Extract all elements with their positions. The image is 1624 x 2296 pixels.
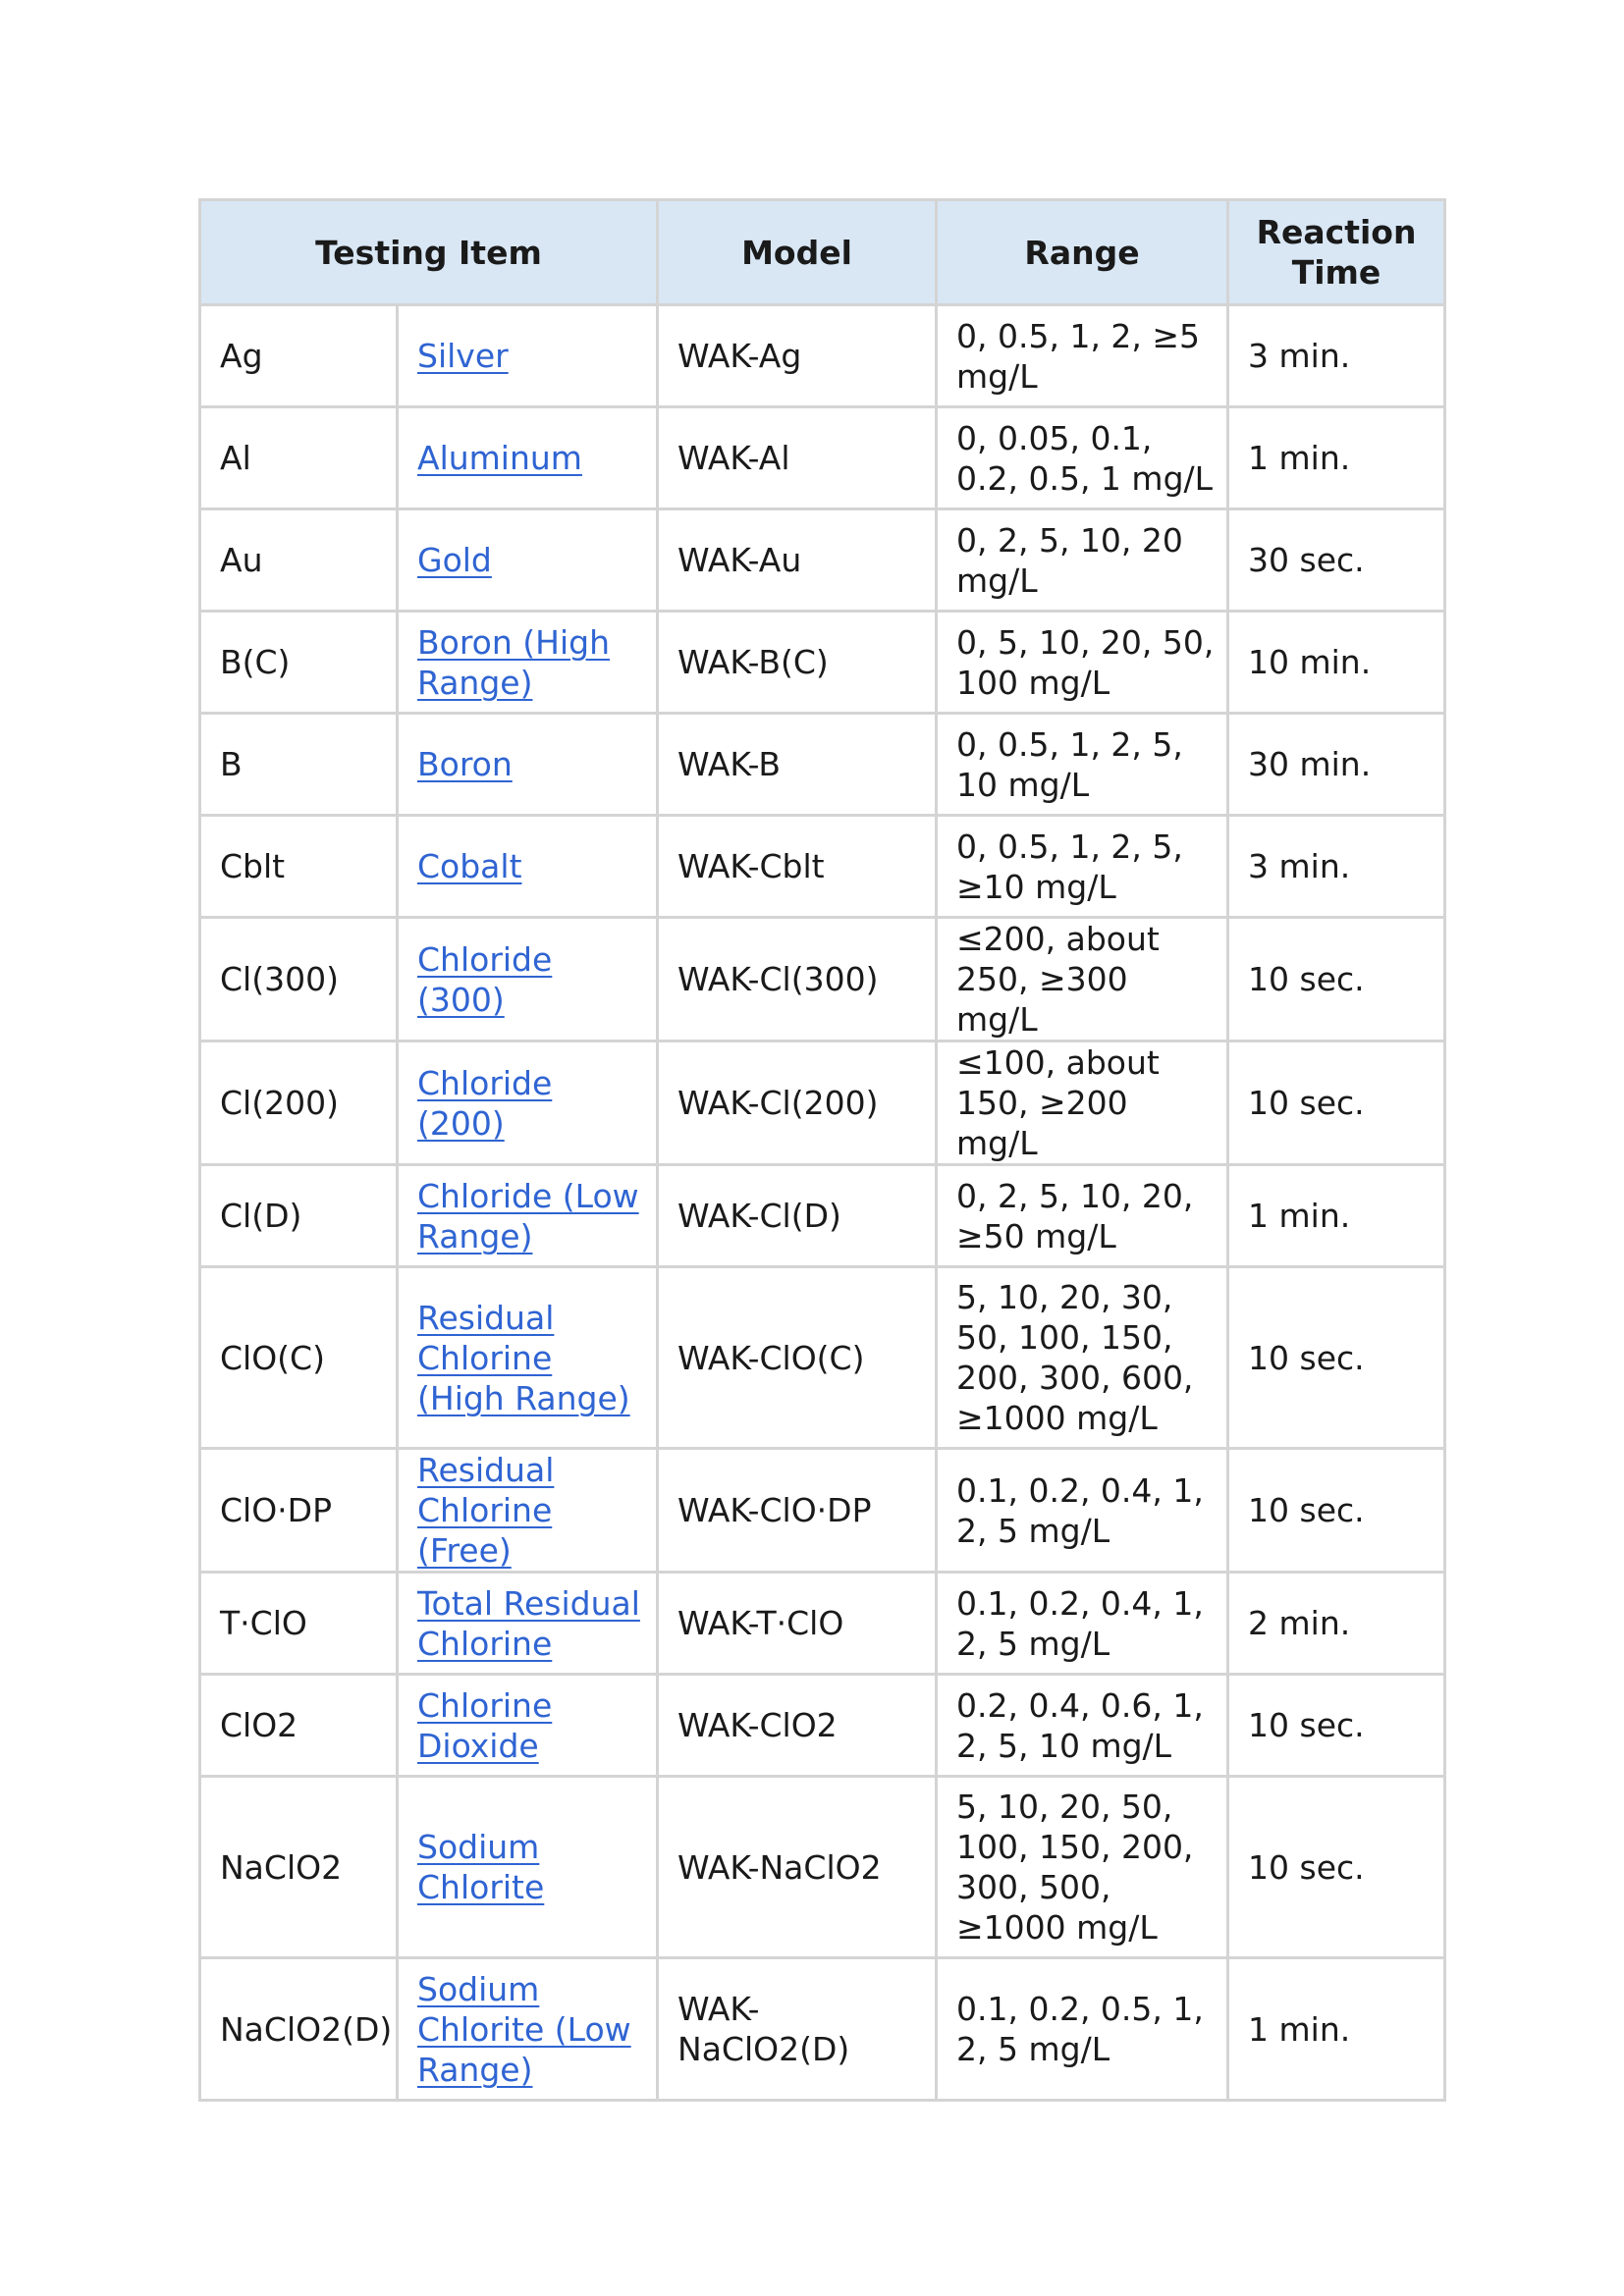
- table-row: [200, 1958, 1445, 2101]
- range-cell: 0, 2, 5, 10, 20, ≥50 mg/L: [937, 1165, 1228, 1267]
- item-name-cell: [398, 612, 658, 714]
- table-row: [200, 714, 1445, 816]
- item-name-cell: [398, 918, 658, 1041]
- table-row: [200, 1041, 1445, 1165]
- model-cell: WAK-NaClO2: [658, 1777, 937, 1958]
- header-range: Range: [937, 200, 1228, 305]
- item-code: B(C): [200, 612, 398, 714]
- model-cell: WAK-T·ClO: [658, 1573, 937, 1675]
- item-name-cell: [398, 1267, 658, 1449]
- item-name-cell: [398, 1449, 658, 1573]
- item-code: NaClO2(D): [200, 1958, 398, 2101]
- item-name-cell: [398, 816, 658, 918]
- item-name-link[interactable]: Residual Chlorine (High Range): [417, 1298, 630, 1417]
- item-name-link[interactable]: Chloride (Low Range): [417, 1176, 639, 1255]
- model-cell: WAK-ClO(C): [658, 1267, 937, 1449]
- range-cell: 0, 0.05, 0.1, 0.2, 0.5, 1 mg/L: [937, 407, 1228, 509]
- reaction-time-cell: 10 sec.: [1228, 918, 1445, 1041]
- model-cell: WAK-NaClO2(D): [658, 1958, 937, 2101]
- reaction-time-cell: 1 min.: [1228, 407, 1445, 509]
- model-cell: WAK-B(C): [658, 612, 937, 714]
- item-code: Cl(D): [200, 1165, 398, 1267]
- item-name-cell: [398, 1573, 658, 1675]
- range-cell: 0.2, 0.4, 0.6, 1, 2, 5, 10 mg/L: [937, 1675, 1228, 1777]
- item-name-link[interactable]: Chlorine Dioxide: [417, 1685, 553, 1765]
- header-model: Model: [658, 200, 937, 305]
- reaction-time-cell: 30 min.: [1228, 714, 1445, 816]
- item-name-cell: [398, 305, 658, 407]
- item-name-link[interactable]: Sodium Chlorite (Low Range): [417, 1969, 631, 2089]
- model-cell: WAK-ClO2: [658, 1675, 937, 1777]
- range-cell: 5, 10, 20, 50, 100, 150, 200, 300, 500, ≥1000 mg/L: [937, 1777, 1228, 1958]
- model-cell: WAK-Cl(200): [658, 1041, 937, 1165]
- range-cell: 0.1, 0.2, 0.4, 1, 2, 5 mg/L: [937, 1449, 1228, 1573]
- item-code: T·ClO: [200, 1573, 398, 1675]
- model-cell: WAK-ClO·DP: [658, 1449, 937, 1573]
- model-cell: WAK-Au: [658, 509, 937, 612]
- item-name-cell: [398, 1958, 658, 2101]
- reaction-time-cell: 2 min.: [1228, 1573, 1445, 1675]
- item-code: Cl(200): [200, 1041, 398, 1165]
- table-row: [200, 1675, 1445, 1777]
- range-cell: 0, 5, 10, 20, 50, 100 mg/L: [937, 612, 1228, 714]
- table-row: [200, 612, 1445, 714]
- testing-items-table: [198, 198, 1446, 2102]
- reaction-time-cell: 1 min.: [1228, 1165, 1445, 1267]
- table-row: [200, 1165, 1445, 1267]
- header-testing-item: Testing Item: [200, 200, 658, 305]
- reaction-time-cell: 10 sec.: [1228, 1449, 1445, 1573]
- range-cell: ≤100, about 150, ≥200 mg/L: [937, 1041, 1228, 1165]
- range-cell: 0, 0.5, 1, 2, 5, ≥10 mg/L: [937, 816, 1228, 918]
- item-name-cell: [398, 407, 658, 509]
- item-name-link[interactable]: Residual Chlorine (Free): [417, 1451, 555, 1570]
- model-cell: WAK-Ag: [658, 305, 937, 407]
- table-row: [200, 305, 1445, 407]
- item-code: B: [200, 714, 398, 816]
- table-row: [200, 1267, 1445, 1449]
- item-name-link[interactable]: Total Residual Chlorine: [417, 1583, 640, 1663]
- header-reaction-time: Reaction Time: [1228, 200, 1445, 305]
- item-code: Al: [200, 407, 398, 509]
- table-row: [200, 1449, 1445, 1573]
- item-name-cell: [398, 1675, 658, 1777]
- range-cell: 0.1, 0.2, 0.5, 1, 2, 5 mg/L: [937, 1958, 1228, 2101]
- item-name-link[interactable]: Boron: [417, 745, 513, 783]
- reaction-time-cell: 10 sec.: [1228, 1675, 1445, 1777]
- item-name-cell: [398, 509, 658, 612]
- item-code: ClO·DP: [200, 1449, 398, 1573]
- reaction-time-cell: 10 sec.: [1228, 1041, 1445, 1165]
- reaction-time-cell: 10 min.: [1228, 612, 1445, 714]
- range-cell: ≤200, about 250, ≥300 mg/L: [937, 918, 1228, 1041]
- reaction-time-cell: 30 sec.: [1228, 509, 1445, 612]
- table-row: [200, 918, 1445, 1041]
- item-code: ClO2: [200, 1675, 398, 1777]
- range-cell: 0, 2, 5, 10, 20 mg/L: [937, 509, 1228, 612]
- model-cell: WAK-Cblt: [658, 816, 937, 918]
- table-row: [200, 509, 1445, 612]
- item-code: ClO(C): [200, 1267, 398, 1449]
- range-cell: 0, 0.5, 1, 2, ≥5 mg/L: [937, 305, 1228, 407]
- reaction-time-cell: 1 min.: [1228, 1958, 1445, 2101]
- item-code: Au: [200, 509, 398, 612]
- item-name-cell: [398, 1041, 658, 1165]
- model-cell: WAK-Cl(300): [658, 918, 937, 1041]
- item-code: Cl(300): [200, 918, 398, 1041]
- item-code: NaClO2: [200, 1777, 398, 1958]
- table-row: [200, 407, 1445, 509]
- reaction-time-cell: 3 min.: [1228, 305, 1445, 407]
- item-name-link[interactable]: Cobalt: [417, 847, 522, 885]
- item-name-cell: [398, 1165, 658, 1267]
- model-cell: WAK-B: [658, 714, 937, 816]
- item-code: Ag: [200, 305, 398, 407]
- item-name-link[interactable]: Aluminum: [417, 439, 582, 477]
- item-name-link[interactable]: Boron (High Range): [417, 622, 610, 702]
- item-name-link[interactable]: Silver: [417, 337, 509, 375]
- range-cell: 5, 10, 20, 30, 50, 100, 150, 200, 300, 600, ≥1000 mg/L: [937, 1267, 1228, 1449]
- table-row: [200, 1777, 1445, 1958]
- item-name-link[interactable]: Chloride (200): [417, 1063, 553, 1143]
- item-name-cell: [398, 1777, 658, 1958]
- item-name-link[interactable]: Sodium Chlorite: [417, 1828, 545, 1906]
- table-row: [200, 816, 1445, 918]
- range-cell: 0.1, 0.2, 0.4, 1, 2, 5 mg/L: [937, 1573, 1228, 1675]
- range-cell: 0, 0.5, 1, 2, 5, 10 mg/L: [937, 714, 1228, 816]
- item-name-link[interactable]: Chloride (300): [417, 939, 553, 1019]
- table-header-row: [200, 200, 1445, 305]
- reaction-time-cell: 10 sec.: [1228, 1777, 1445, 1958]
- item-name-cell: [398, 714, 658, 816]
- reaction-time-cell: 10 sec.: [1228, 1267, 1445, 1449]
- model-cell: WAK-Al: [658, 407, 937, 509]
- model-cell: WAK-Cl(D): [658, 1165, 937, 1267]
- item-name-link[interactable]: Gold: [417, 541, 492, 579]
- item-code: Cblt: [200, 816, 398, 918]
- reaction-time-cell: 3 min.: [1228, 816, 1445, 918]
- table-row: [200, 1573, 1445, 1675]
